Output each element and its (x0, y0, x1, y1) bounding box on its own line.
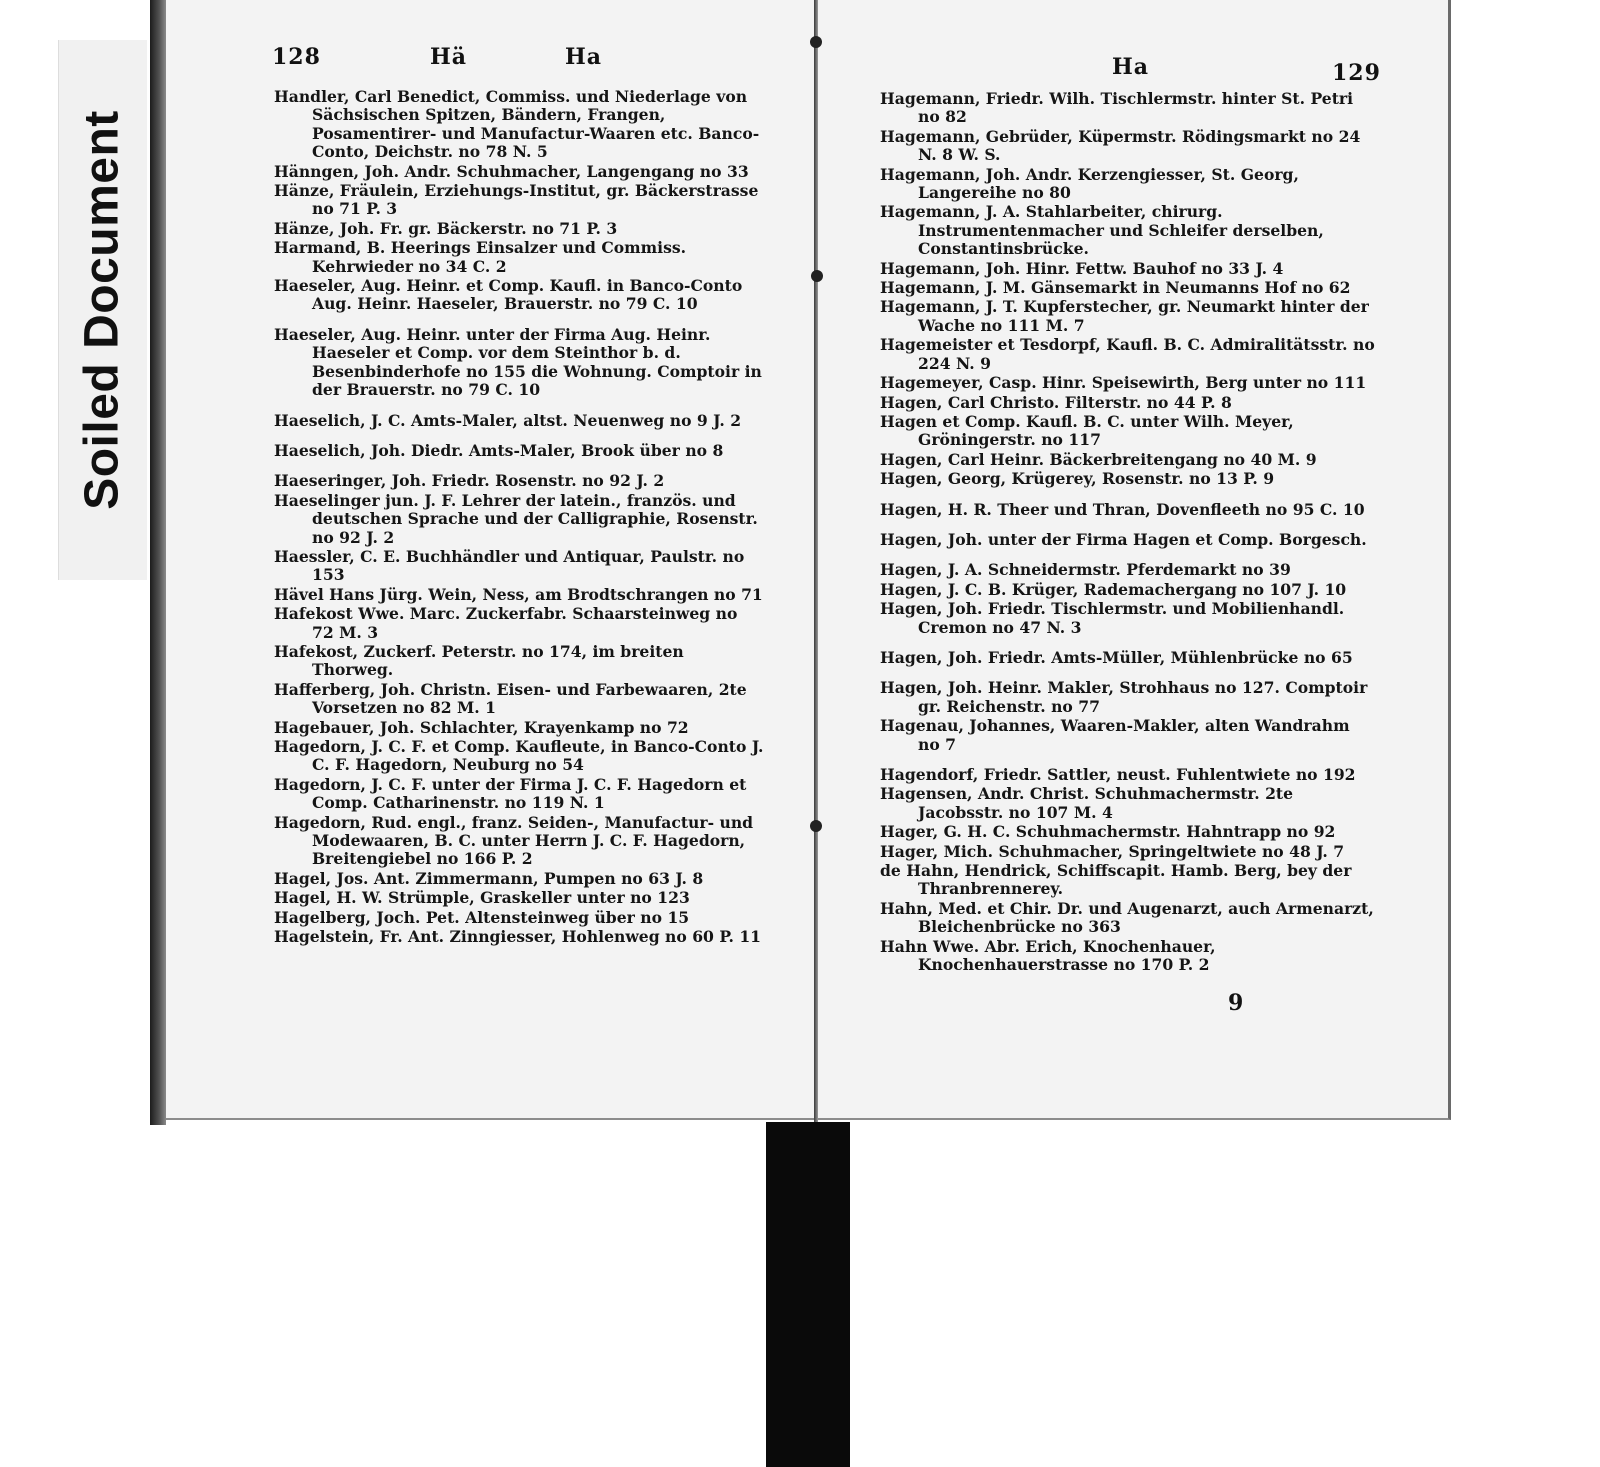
directory-entry: Hager, G. H. C. Schuhmachermstr. Hahntrapp no 92 (880, 822, 1336, 842)
directory-entry: Hänze, Joh. Fr. gr. Bäckerstr. no 71 P. 3 (274, 218, 618, 238)
bookmark-ribbon (766, 1122, 850, 1467)
directory-entry: Hagen, J. C. B. Krüger, Rademachergang no 107 J. 10 (880, 579, 1347, 599)
directory-entry: Hagemann, J. A. Stahlarbeiter, chirurg. Instrumentenmacher und Schleifer derselben, Constantinsbrücke. (880, 202, 1324, 259)
directory-entry: Hagen, Georg, Krügerey, Rosenstr. no 13 P. 9 (880, 469, 1275, 489)
directory-entry: Hahn, Med. et Chir. Dr. und Augenarzt, auch Armenarzt, Bleichenbrücke no 363 (880, 898, 1374, 937)
directory-entry: Hagelberg, Joch. Pet. Altensteinweg über no 15 (274, 907, 690, 927)
directory-entry: de Hahn, Hendrick, Schiffscapit. Hamb. Berg, bey der Thranbrennerey. (880, 861, 1352, 899)
directory-entry: Hagen, Joh. Heinr. Makler, Strohhaus no 127. Comptoir gr. Reichenstr. no 77 (880, 678, 1368, 716)
directory-entry: Hafferberg, Joh. Christn. Eisen- und Farbewaaren, 2te Vorsetzen no 82 M. 1 (274, 679, 747, 718)
directory-entry: Hagemeyer, Casp. Hinr. Speisewirth, Berg unter no 111 (880, 373, 1367, 393)
directory-entry: Hagemeister et Tesdorpf, Kaufl. B. C. Admiralitätsstr. no 224 N. 9 (880, 335, 1375, 373)
directory-entry: Hänngen, Joh. Andr. Schuhmacher, Langengang no 33 (274, 161, 749, 181)
signature-mark: 9 (1228, 990, 1244, 1016)
directory-entry: Hagelstein, Fr. Ant. Zinngiesser, Hohlenweg no 60 P. 11 (274, 927, 762, 947)
directory-entry: Hahn Wwe. Abr. Erich, Knochenhauer, Knochenhauerstrasse no 170 P. 2 (880, 936, 1216, 975)
right-page-number: 129 (1332, 60, 1381, 86)
directory-entry: Hagen et Comp. Kaufl. B. C. unter Wilh. Meyer, Gröningerstr. no 117 (880, 411, 1294, 450)
directory-entry: Haeselich, Joh. Diedr. Amts-Maler, Brook über no 8 (274, 440, 724, 460)
directory-entry: Hänze, Fräulein, Erziehungs-Institut, gr. Bäckerstrasse no 71 P. 3 (274, 181, 759, 219)
directory-entry: Handler, Carl Benedict, Commiss. und Niederlage von Sächsischen Spitzen, Bändern, Frangen, Posamentirer- und Manufactur-Waaren etc. Banco-Conto, Deichstr. no 78 N. 5 (274, 87, 760, 162)
left-header-ha-umlaut: Hä (430, 44, 468, 70)
directory-entry: Haeselich, J. C. Amts-Maler, altst. Neuenweg no 9 J. 2 (274, 410, 742, 430)
left-entries (274, 88, 764, 947)
directory-entry: Hagenau, Johannes, Waaren-Makler, alten Wandrahm no 7 (880, 716, 1350, 754)
directory-entry: Hagen, Joh. Friedr. Amts-Müller, Mühlenbrücke no 65 (880, 647, 1353, 667)
left-header-ha: Ha (565, 44, 603, 70)
left-page-number: 128 (272, 44, 321, 70)
directory-entry: Hagebauer, Joh. Schlachter, Krayenkamp no 72 (274, 717, 689, 737)
directory-entry: Hagemann, Joh. Hinr. Fettw. Bauhof no 33 J. 4 (880, 258, 1284, 278)
directory-entry: Hagen, Carl Christo. Filterstr. no 44 P. 8 (880, 392, 1232, 412)
right-header-ha: Ha (1112, 54, 1150, 80)
directory-entry: Hagemann, J. M. Gänsemarkt in Neumanns Hof no 62 (880, 278, 1351, 298)
directory-entry: Hagedorn, J. C. F. et Comp. Kaufleute, in Banco-Conto J. C. F. Hagedorn, Neuburg no 54 (274, 737, 764, 775)
directory-entry: Hafekost Wwe. Marc. Zuckerfabr. Schaarsteinweg no 72 M. 3 (274, 604, 738, 642)
directory-entry: Haessler, C. E. Buchhändler und Antiquar, Paulstr. no 153 (274, 546, 745, 585)
directory-entry: Harmand, B. Heerings Einsalzer und Commiss. Kehrwieder no 34 C. 2 (274, 238, 687, 276)
directory-entry: Hagedorn, J. C. F. unter der Firma J. C. F. Hagedorn et Comp. Catharinenstr. no 119 N. 1 (274, 774, 747, 813)
directory-entry: Haeselinger jun. J. F. Lehrer der latein., französ. und deutschen Sprache und der Calligraphie, Rosenstr. no 92 J. 2 (274, 490, 758, 547)
binding-pin (810, 820, 822, 832)
directory-entry: Hagendorf, Friedr. Sattler, neust. Fuhlentwiete no 192 (880, 765, 1356, 784)
directory-entry: Haeseringer, Joh. Friedr. Rosenstr. no 92 J. 2 (274, 471, 665, 491)
directory-entry: Hagen, Joh. Friedr. Tischlermstr. und Mobilienhandl. Cremon no 47 N. 3 (880, 599, 1345, 637)
directory-entry: Hagemann, Gebrüder, Küpermstr. Rödingsmarkt no 24 N. 8 W. S. (880, 126, 1361, 165)
binding-pin (811, 270, 823, 282)
directory-entry: Hagen, H. R. Theer und Thran, Dovenfleeth no 95 C. 10 (880, 499, 1365, 519)
directory-entry: Hagemann, Joh. Andr. Kerzengiesser, St. Georg, Langereihe no 80 (880, 164, 1299, 203)
directory-entry: Hagedorn, Rud. engl., franz. Seiden-, Manufactur- und Modewaaren, B. C. unter Herrn J. C. F. Hagedorn, Breitengiebel no 166 P. 2 (274, 812, 754, 869)
directory-entry: Hagen, Carl Heinr. Bäckerbreitengang no 40 M. 9 (880, 449, 1317, 469)
directory-entry: Haeseler, Aug. Heinr. unter der Firma Aug. Heinr. Haeseler et Comp. vor dem Steinthor b. d. Besenbinderhofe no 155 die Wohnung. Comptoir in der Brauerstr. no 79 C. 10 (274, 324, 762, 400)
book-spine (150, 0, 166, 1125)
directory-entry: Hagel, H. W. Strümple, Graskeller unter no 123 (274, 888, 690, 908)
directory-entry: Hagen, J. A. Schneidermstr. Pferdemarkt no 39 (880, 560, 1291, 580)
right-entries (880, 90, 1376, 975)
directory-entry: Hagen, Joh. unter der Firma Hagen et Comp. Borgesch. (880, 529, 1367, 549)
directory-entry: Haeseler, Aug. Heinr. et Comp. Kaufl. in Banco-Conto Aug. Heinr. Haeseler, Brauerstr. no 79 C. 10 (274, 276, 743, 314)
directory-entry: Hagemann, Friedr. Wilh. Tischlermstr. hinter St. Petri no 82 (880, 89, 1354, 127)
directory-entry: Hävel Hans Jürg. Wein, Ness, am Brodtschrangen no 71 (274, 584, 763, 604)
binding-pin (810, 36, 822, 48)
directory-entry: Hagemann, J. T. Kupferstecher, gr. Neumarkt hinter der Wache no 111 M. 7 (880, 297, 1369, 335)
directory-entry: Hafekost, Zuckerf. Peterstr. no 174, im breiten Thorweg. (274, 641, 684, 680)
directory-entry: Hagel, Jos. Ant. Zimmermann, Pumpen no 63 J. 8 (274, 868, 704, 888)
directory-entry: Hager, Mich. Schuhmacher, Springeltwiete no 48 J. 7 (880, 841, 1345, 861)
soiled-document-label: Soiled Document (75, 110, 129, 510)
directory-entry: Hagensen, Andr. Christ. Schuhmachermstr. 2te Jacobsstr. no 107 M. 4 (880, 784, 1294, 822)
